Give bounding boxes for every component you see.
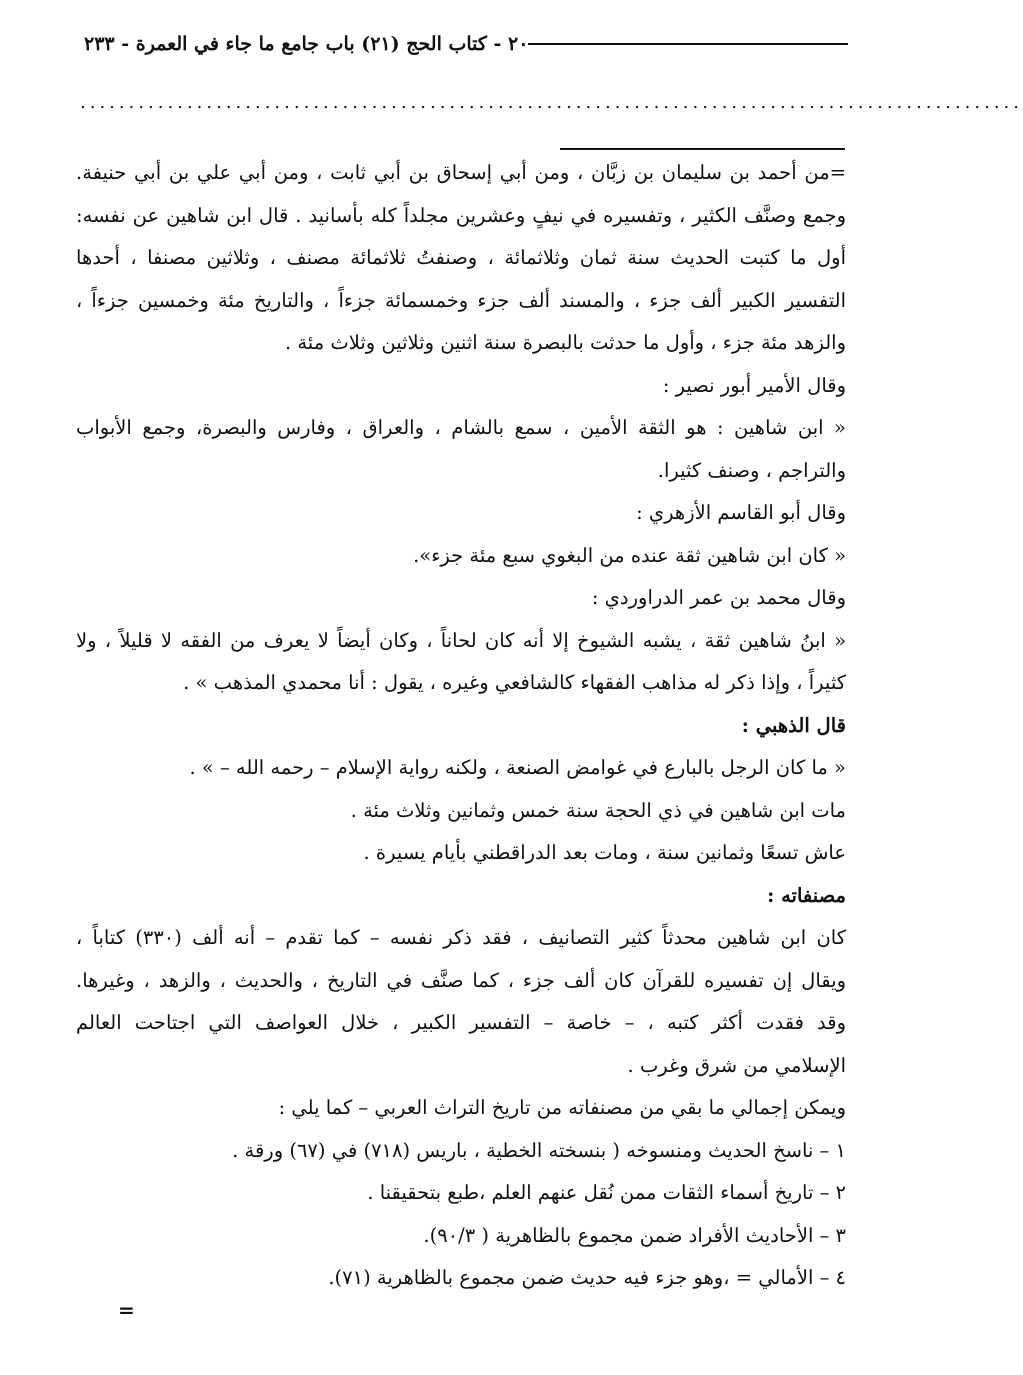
quote-line: والتراجم ، وصنف كثيرا. (657, 458, 846, 482)
quote-line: كثيراً ، وإذا ذكر له مذاهب الفقهاء كالشافعي وغيره ، يقول : أنا محمدي المذهب » . (183, 671, 846, 694)
text-line: أول ما كتبت الحديث سنة ثمان وثلاثمائة ، وصنفتُ ثلاثمائة مصنف ، وثلاثين مصنفا ، أحدها (76, 246, 846, 269)
text-line: وقال أبو القاسم الأزهري : (636, 501, 846, 524)
quote-line: « ابن شاهين : هو الثقة الأمين ، سمع بالشام ، والعراق ، وفارس والبصرة، وجمع الأبواب (76, 416, 846, 439)
continuation-mark: = (118, 1298, 135, 1322)
quote-line: « كان ابن شاهين ثقة عنده من البغوي سبع مئة جزء». (413, 543, 846, 567)
text-line: ويقال إن تفسيره للقرآن كان ألف جزء ، كما صنَّف في التاريخ ، والحديث ، والزهد ، وغيرها. (76, 968, 846, 992)
text-line: ويمكن إجمالي ما بقي من مصنفاته من تاريخ التراث العربي – كما يلي : (278, 1096, 846, 1119)
quote-line: « ابنُ شاهين ثقة ، يشبه الشيوخ إلا أنه كان لحاناً ، وكان أيضاً لا يعرف من الفقه لا قليلاً ، ولا (76, 628, 846, 652)
list-item: ٢ – تاريخ أسماء الثقات ممن نُقل عنهم العلم ،طبع بتحقيقنا . (367, 1181, 846, 1204)
footnote-rule (560, 148, 845, 150)
header-rule (528, 43, 848, 45)
running-header (70, 24, 848, 64)
text-line: عاش تسعًا وثمانين سنة ، ومات بعد الدراقطني بأيام يسيرة . (363, 841, 846, 864)
text-line: مات ابن شاهين في ذي الحجة سنة خمس وثمانين وثلاث مئة . (350, 798, 846, 822)
section-heading: مصنفاته : (767, 883, 846, 907)
footnote-body (76, 152, 846, 1300)
dotted-separator: ................................................................................................. (80, 92, 1023, 113)
text-line: التفسير الكبير ألف جزء ، والمسند ألف جزء وخمسمائة جزءاً ، والتاريخ مئة وخمسين جزءاً ، (76, 288, 846, 312)
text-line: وقد فقدت أكثر كتبه ، – خاصة – التفسير الكبير ، خلال العواصف التي اجتاحت العالم (76, 1011, 846, 1034)
list-item: ١ – ناسخ الحديث ومنسوخه ( بنسخته الخطية ، باريس (٧١٨) في (٦٧) ورقة . (232, 1138, 846, 1162)
list-item: ٤ – الأمالي = ،وهو جزء فيه حديث ضمن مجموع بالظاهرية (٧١). (328, 1266, 846, 1289)
text-line: =من أحمد بن سليمان بن زبَّان ، ومن أبي إسحاق بن أبي ثابت ، ومن أبي علي بن أبي حنيفة. (76, 161, 846, 184)
running-title: ٢٠ - كتاب الحج (٢١) باب جامع ما جاء في العمرة - ٢٣٣ (84, 33, 529, 55)
quote-line: « ما كان الرجل بالبارع في غوامض الصنعة ، ولكنه رواية الإسلام – رحمه الله – » . (189, 756, 846, 779)
section-heading: قال الذهبي : (741, 713, 846, 737)
list-item: ٣ – الأحاديث الأفراد ضمن مجموع بالظاهرية ( ٩٠/٣). (423, 1223, 846, 1247)
text-line: الإسلامي من شرق وغرب . (627, 1053, 846, 1077)
text-line: وجمع وصنَّف الكثير ، وتفسيره في نيفٍ وعشرين مجلداً كله بأسانيد . قال ابن شاهين عن نفسه: (76, 203, 846, 227)
text-line: وقال الأمير أبور نصير : (662, 373, 846, 397)
text-line: كان ابن شاهين محدثاً كثير التصانيف ، فقد ذكر نفسه – كما تقدم – أنه ألف (٣٣٠) كتاباً ، (76, 926, 846, 949)
text-line: وقال محمد بن عمر الدراوردي : (591, 586, 846, 609)
text-line: والزهد مئة جزء ، وأول ما حدثت بالبصرة سنة اثنين وثلاثين وثلاث مئة . (284, 331, 846, 354)
